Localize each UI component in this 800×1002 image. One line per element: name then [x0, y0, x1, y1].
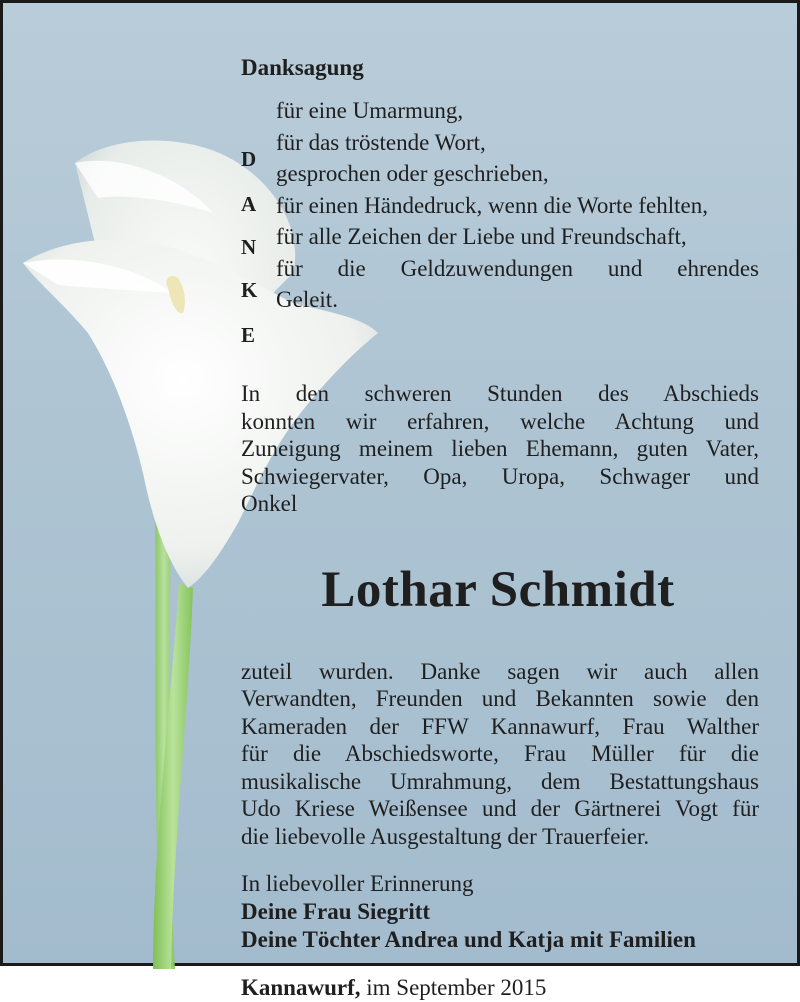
signoff-date: im September 2015 [366, 975, 547, 1000]
danke-line: für einen Händedruck, wenn die Worte fehlten, [276, 192, 709, 218]
danke-lines [276, 95, 759, 316]
thanks-line: Verwandten, Freunden und Bekannten sowie den [241, 686, 759, 711]
thanks-line: zuteil wurden. Danke sagen wir auch allen [241, 658, 759, 684]
danke-letter: E [241, 323, 256, 347]
danke-letter: K [241, 278, 258, 302]
intro-line: Onkel [241, 491, 298, 516]
danke-line: für die Geldzuwendungen und ehrendes [276, 255, 759, 281]
danke-line: gesprochen oder geschrieben, [276, 161, 549, 186]
heading: Danksagung [241, 55, 364, 80]
intro-line: konnten wir erfahren, welche Achtung und [241, 408, 759, 434]
thanks-line: Udo Kriese Weißensee und der Gärtnerei Vogt für [241, 796, 759, 821]
danke-letter: D [241, 147, 257, 171]
intro-paragraph [241, 380, 759, 518]
thanks-line: für die Abschiedsworte, Frau Müller für die [241, 741, 759, 766]
signature-daughters: Deine Töchter Andrea und Katja mit Familien [241, 927, 696, 952]
danke-line: für das tröstende Wort, [276, 129, 486, 155]
closing-line: In liebevoller Erinnerung [241, 871, 474, 896]
thanks-line: die liebevolle Ausgestaltung der Trauerfeier. [241, 823, 650, 849]
signature-wife: Deine Frau Siegritt [241, 899, 431, 924]
danke-letter: A [241, 192, 257, 216]
danke-line: für alle Zeichen der Liebe und Freundschaft, [276, 224, 687, 249]
intro-line: Schwiegervater, Opa, Uropa, Schwager und [241, 463, 759, 489]
intro-line: Zuneigung meinem lieben Ehemann, guten Vater, [241, 436, 759, 461]
intro-line: In den schweren Stunden des Abschieds [241, 381, 759, 406]
danke-line: für eine Umarmung, [276, 98, 464, 123]
closing [241, 870, 759, 954]
thanks-line: Kameraden der FFW Kannawurf, Frau Walther [241, 713, 759, 739]
thanks-paragraph [241, 658, 759, 851]
obituary-text [241, 53, 759, 1002]
danke-line: Geleit. [276, 287, 338, 312]
thanks-line: musikalische Umrahmung, dem Bestattungshaus [241, 768, 759, 794]
signoff-place: Kannawurf, [241, 975, 361, 1000]
deceased-name: Lothar Schmidt [321, 561, 675, 618]
danke-letter: N [241, 235, 257, 259]
signoff [241, 974, 759, 1002]
